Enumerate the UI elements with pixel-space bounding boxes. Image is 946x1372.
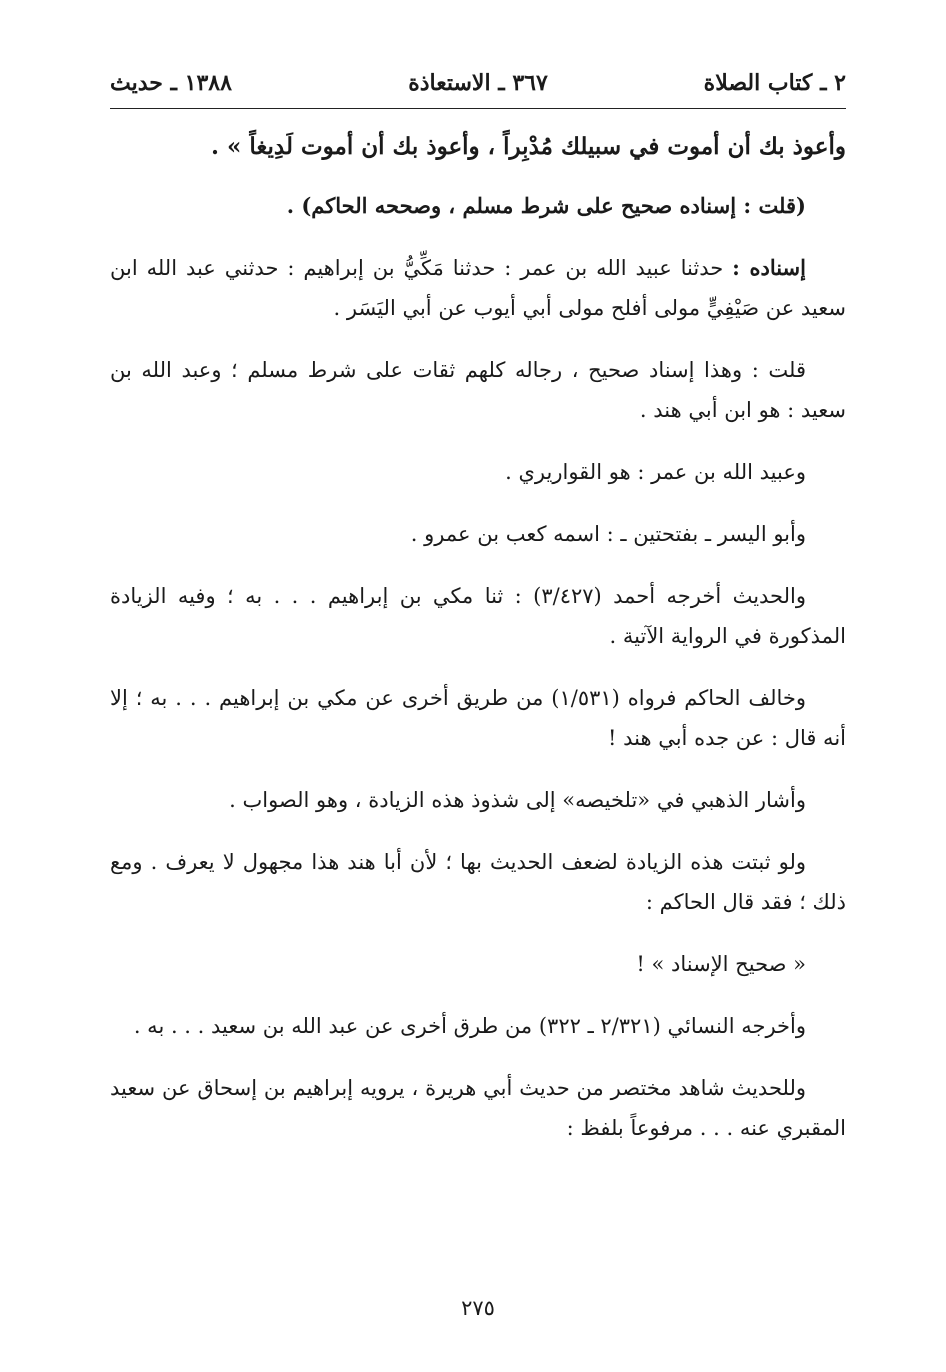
commentary-paragraph: وللحديث شاهد مختصر من حديث أبي هريرة ، يرويه إبراهيم بن إسحاق عن سعيد المقبري عنه . . . مرفوعاً بلفظ : (110, 1076, 846, 1140)
commentary-paragraph: وخالف الحاكم فرواه (١/٥٣١) من طريق أخرى عن مكي بن إبراهيم . . . به ؛ إلا أنه قال : عن جده أبي هند ! (110, 686, 846, 750)
isnad-text: حدثنا عبيد الله بن عمر : حدثنا مَكِّيُّ بن إبراهيم : حدثني عبد الله ابن سعيد عن صَيْفِيٍّ مولى أفلح مولى أبي أيوب عن أبي اليَسَر . (110, 256, 846, 320)
commentary-paragraph: وأخرجه النسائي (٢/٣٢١ ـ ٣٢٢) من طرق أخرى عن عبد الله بن سعيد . . . به . (133, 1014, 806, 1038)
commentary-paragraph: وأشار الذهبي في «تلخيصه» إلى شذوذ هذه الزيادة ، وهو الصواب . (229, 788, 806, 812)
book-page (110, 60, 846, 1320)
commentary-paragraph: « صحيح الإسناد » ! (636, 952, 806, 976)
grading-note: (قلت : إسناده صحيح على شرط مسلم ، وصححه الحاكم) . (286, 193, 806, 218)
hadith-text-ending: وأعوذ بك أن أموت في سبيلك مُدْبِراً ، وأعوذ بك أن أموت لَدِيغاً » . (211, 133, 846, 160)
running-header (110, 70, 846, 110)
page-number: ٢٧٥ (461, 1296, 495, 1320)
isnad-paragraph (110, 248, 846, 328)
commentary-paragraph: ولو ثبتت هذه الزيادة لضعف الحديث بها ؛ لأن أبا هند هذا مجهول لا يعرف . ومع ذلك ؛ فقد قال الحاكم : (110, 850, 846, 914)
commentary-paragraph: وعبيد الله بن عمر : هو القواريري . (505, 460, 806, 484)
header-divider (110, 108, 846, 109)
commentary-paragraph: والحديث أخرجه أحمد (٣/٤٢٧) : ثنا مكي بن إبراهيم . . . به ؛ وفيه الزيادة المذكورة في الرواية الآتية . (110, 584, 846, 648)
header-hadith-number: ١٣٨٨ ـ حديث (110, 70, 232, 96)
header-book-title: ٢ ـ كتاب الصلاة (703, 70, 846, 96)
isnad-lead: إسناده : (732, 255, 806, 280)
commentary-paragraph: وأبو اليسر ـ بفتحتين ـ : اسمه كعب بن عمرو . (410, 522, 806, 546)
commentary-paragraph: قلت : وهذا إسناد صحيح ، رجاله كلهم ثقات على شرط مسلم ؛ وعبد الله بن سعيد : هو ابن أبي هند . (110, 358, 846, 422)
header-chapter-title: ٣٦٧ ـ الاستعاذة (408, 70, 548, 96)
page-body (110, 124, 846, 1170)
